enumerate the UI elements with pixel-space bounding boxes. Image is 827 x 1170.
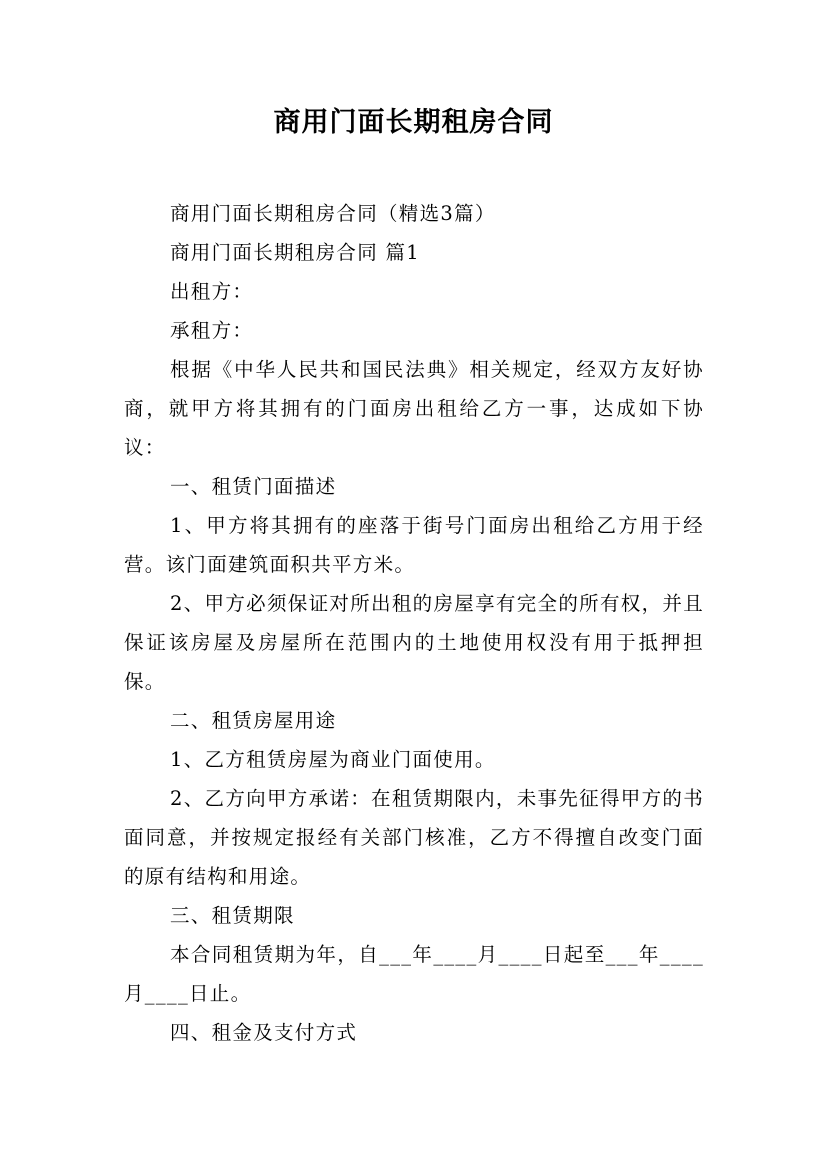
paragraph-preamble: 根据《中华人民共和国民法典》相关规定，经双方友好协商，就甲方将其拥有的门面房出租给乙方一事，达成如下协议： — [124, 358, 704, 459]
paragraph-heading-3: 三、租赁期限 — [170, 904, 295, 927]
paragraph-subtitle: 商用门面长期租房合同（精选3篇） — [170, 202, 496, 225]
paragraph-section-heading: 商用门面长期租房合同 篇1 — [170, 241, 421, 264]
paragraph-clause-2-2: 2、乙方向甲方承诺：在租赁期限内，未事先征得甲方的书面同意，并按规定报经有关部门核准，乙方不得擅自改变门面的原有结构和用途。 — [124, 787, 704, 888]
paragraph-clause-1-2: 2、甲方必须保证对所出租的房屋享有完全的所有权，并且保证该房屋及房屋所在范围内的土地使用权没有用于抵押担保。 — [124, 592, 704, 693]
paragraph-heading-4: 四、租金及支付方式 — [170, 1021, 358, 1044]
paragraph-lease-term: 本合同租赁期为年，自___年____月____日起至___年____月____日止。 — [124, 943, 704, 1005]
document-title: 商用门面长期租房合同 — [273, 107, 554, 138]
paragraph-clause-1-1: 1、甲方将其拥有的座落于街号门面房出租给乙方用于经营。该门面建筑面积共平方米。 — [124, 514, 704, 576]
document-body — [124, 194, 704, 1052]
paragraph-lessee: 承租方： — [170, 319, 254, 342]
paragraph-clause-2-1: 1、乙方租赁房屋为商业门面使用。 — [170, 748, 496, 771]
paragraph-lessor: 出租方： — [170, 280, 254, 303]
paragraph-heading-1: 一、租赁门面描述 — [170, 475, 337, 498]
paragraph-heading-2: 二、租赁房屋用途 — [170, 709, 337, 732]
